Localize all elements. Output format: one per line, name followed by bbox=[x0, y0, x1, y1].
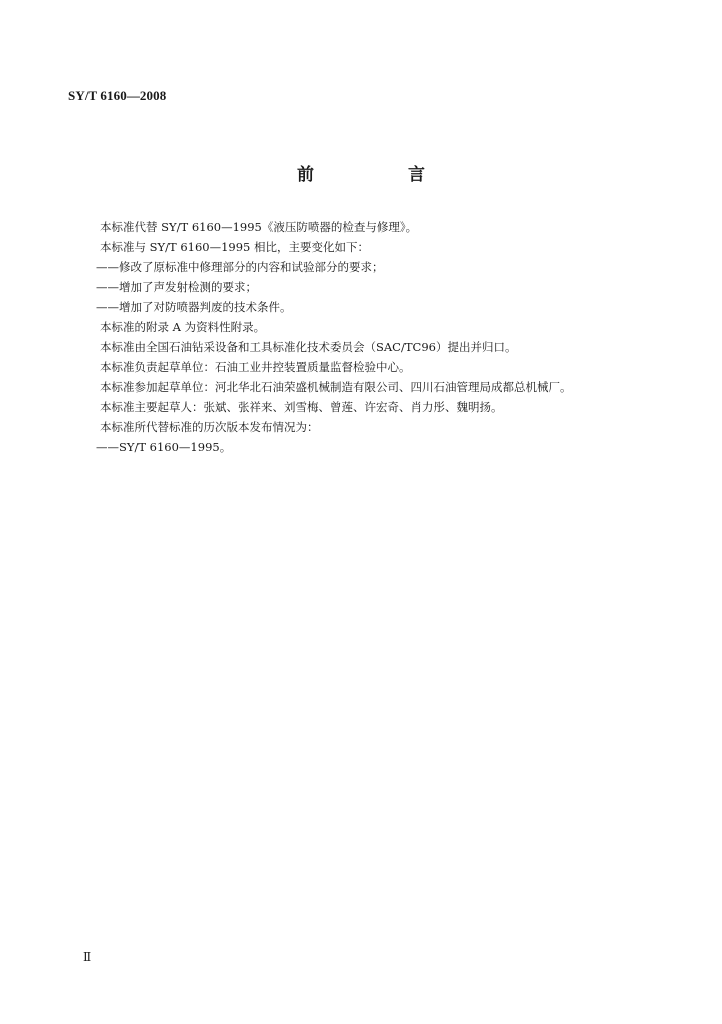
foreword-body bbox=[96, 217, 660, 457]
page-title: 前 言 bbox=[297, 165, 469, 185]
standard-code: SY/T 6160—2008 bbox=[68, 88, 167, 103]
paragraph-appendix: 本标准的附录 A 为资料性附录。 bbox=[100, 320, 266, 334]
paragraph-changes-intro: 本标准与 SY/T 6160—1995 相比，主要变化如下： bbox=[100, 240, 370, 254]
page-number: Ⅱ bbox=[83, 950, 92, 964]
paragraph-drafters: 本标准主要起草人：张斌、张祥来、刘雪梅、曾莲、许宏奇、肖力彤、魏明扬。 bbox=[100, 400, 503, 414]
list-item-change: ——增加了对防喷器判废的技术条件。 bbox=[96, 300, 292, 314]
paragraph-proposer: 本标准由全国石油钻采设备和工具标准化技术委员会（SAC/TC96）提出并归口。 bbox=[100, 340, 517, 354]
paragraph-history-intro: 本标准所代替标准的历次版本发布情况为： bbox=[100, 420, 319, 434]
list-item-history: ——SY/T 6160—1995。 bbox=[96, 440, 232, 454]
list-item-change: ——增加了声发射检测的要求； bbox=[96, 280, 257, 294]
paragraph-drafting-unit: 本标准负责起草单位：石油工业井控装置质量监督检验中心。 bbox=[100, 360, 411, 374]
list-item-change: ——修改了原标准中修理部分的内容和试验部分的要求； bbox=[96, 260, 384, 274]
paragraph-supersedes: 本标准代替 SY/T 6160—1995《液压防喷器的检查与修理》。 bbox=[100, 220, 418, 234]
paragraph-participating-units: 本标准参加起草单位：河北华北石油荣盛机械制造有限公司、四川石油管理局成都总机械厂。 bbox=[100, 380, 572, 394]
